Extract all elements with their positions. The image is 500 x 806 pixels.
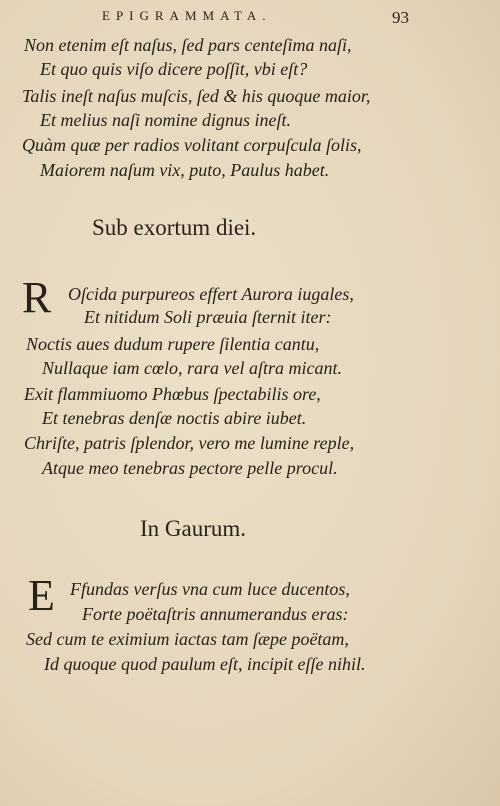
- verse-line: Exit flammiuomo Phœbus ſpectabilis ore,: [24, 384, 321, 404]
- verse-line: Oſcida purpureos effert Aurora iugales,: [68, 284, 354, 304]
- drop-cap: R: [22, 273, 52, 322]
- verse-line: Atque meo tenebras pectore pelle procul.: [42, 458, 338, 478]
- poem-title: Sub exortum diei.: [92, 215, 257, 240]
- verse-line: Quàm quæ per radios volitant corpuſcula ſolis,: [22, 135, 362, 155]
- verse-line: Maiorem naſum vix, puto, Paulus habet.: [40, 160, 330, 180]
- verse-line: Talis ineſt naſus muſcis, ſed & his quoque maior,: [22, 86, 371, 106]
- verse-line: Sed cum te eximium iactas tam ſæpe poëtam,: [26, 629, 349, 649]
- verse-line: Et quo quis viſo dicere poſſit, vbi eſt?: [40, 59, 308, 79]
- drop-cap: E: [28, 571, 55, 620]
- page-header: [0, 6, 500, 30]
- running-title: EPIGRAMMATA.: [102, 8, 272, 23]
- verse-line: Chriſte, patris ſplendor, vero me lumine reple,: [24, 433, 355, 453]
- verse-line: Nullaque iam cœlo, rara vel aſtra micant.: [42, 358, 342, 378]
- verse-line: Id quoque quod paulum eſt, incipit eſſe nihil.: [44, 654, 366, 674]
- verse-line: Noctis aues dudum rupere ſilentia cantu,: [26, 334, 320, 354]
- verse-line: Et melius naſi nomine dignus ineſt.: [40, 110, 291, 130]
- verse-line: Et nitidum Soli præuia ſternit iter:: [84, 307, 332, 327]
- page-number: 93: [392, 8, 409, 27]
- verse-line: Et tenebras denſæ noctis abire iubet.: [42, 408, 307, 428]
- verse-line: Ffundas verſus vna cum luce ducentos,: [70, 579, 350, 599]
- verse-line: Non etenim eſt naſus, ſed pars centeſima naſi,: [24, 35, 352, 55]
- verse-line: Forte poëtaſtris annumerandus eras:: [82, 604, 349, 624]
- poem-title: In Gaurum.: [140, 516, 247, 541]
